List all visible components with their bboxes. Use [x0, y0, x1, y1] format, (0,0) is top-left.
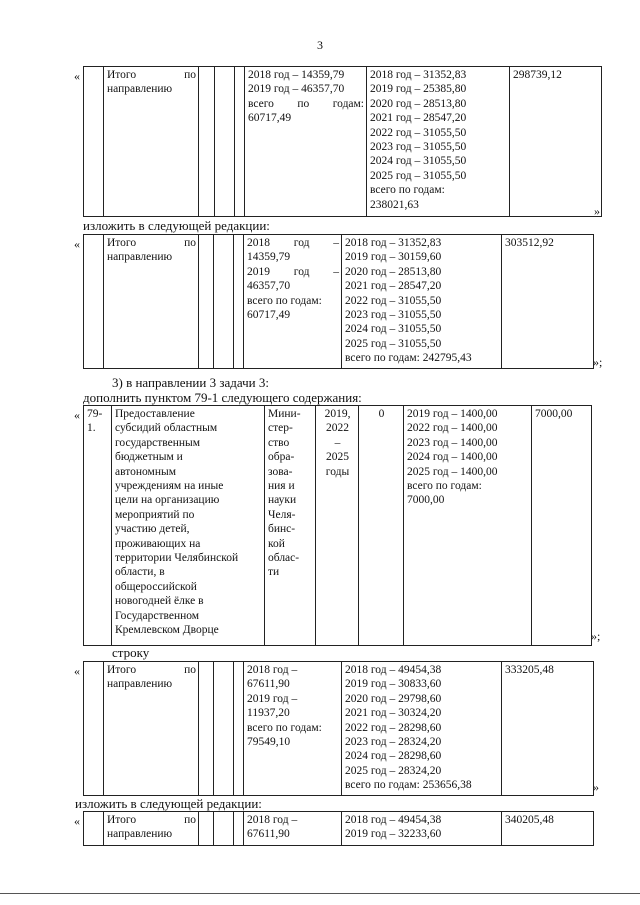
item-description: Предоставление субсидий областным государственным бюджетным и автономным учреждениям на иные цели на организацию мероприятий по участию детей, проживающих на территории Челябинской области, в общероссийской новогодней ёлке в Государственном Кремлевском Дворце [112, 406, 265, 646]
table-block-1 [83, 66, 602, 217]
quote-open: « [74, 408, 80, 422]
quote-open: « [74, 69, 80, 83]
page-number: 3 [317, 38, 323, 52]
funding-col-a: 2018 год – 67611,90 [244, 812, 342, 846]
table-block-4 [83, 661, 594, 796]
total-value: 298739,12 [510, 67, 602, 217]
direction-label: Итого по направлению [104, 67, 199, 217]
total-value: 7000,00 [532, 406, 592, 646]
direction-label: Итого по направлению [104, 235, 199, 369]
table-block-2 [83, 234, 594, 369]
item-executor: Мини- стер- ство обра- зова- ния и науки Челя- бинс- кой облас- ти [265, 406, 316, 646]
quote-open: « [74, 237, 80, 251]
page-bottom-rule [0, 893, 640, 894]
instruction-text: строку [112, 645, 150, 660]
table-block-3 [83, 405, 592, 646]
table-block-5 [83, 811, 594, 846]
quote-open: « [74, 664, 80, 678]
quote-open: « [74, 814, 80, 828]
funding-col-b: 2018 год – 31352,83 2019 год – 30159,60 2020 год – 28513,80 2021 год – 28547,20 2022 год – 31055,50 2023 год – 31055,50 2024 год – 31055,50 2025 год – 31055,50 всего по годам: 242795,43 [342, 235, 502, 369]
total-value: 303512,92 [502, 235, 594, 369]
funding-col-b: 2018 год – 49454,38 2019 год – 30833,60 2020 год – 29798,60 2021 год – 30324,20 2022 год – 28298,60 2023 год – 28324,20 2024 год – 28298,60 2025 год – 28324,20 всего по годам: 253656,38 [342, 662, 502, 796]
item-zero: 0 [359, 406, 404, 646]
cell-empty [84, 67, 104, 217]
funding-col-a: 2018 год – 14359,79 2019 год – 46357,70 всего по годам: 60717,49 [244, 235, 342, 369]
direction-label: Итого по направлению [104, 662, 199, 796]
funding-col-a: 2018 год – 14359,79 2019 год – 46357,70 всего по годам: 60717,49 [245, 67, 367, 217]
funding-col-b: 2018 год – 31352,83 2019 год – 25385,80 2020 год – 28513,80 2021 год – 28547,20 2022 год – 31055,50 2023 год – 31055,50 2024 год – 31055,50 2025 год – 31055,50 всего по годам: 238021,63 [367, 67, 510, 217]
total-value: 333205,48 [502, 662, 594, 796]
instruction-text: изложить в следующей редакции: [83, 218, 270, 233]
direction-label: Итого по направлению [104, 812, 199, 846]
funding-col-a: 2018 год – 67611,90 2019 год – 11937,20 всего по годам: 79549,10 [244, 662, 342, 796]
quote-close: » [593, 780, 599, 794]
quote-close: » [594, 204, 600, 218]
instruction-text: изложить в следующей редакции: [75, 796, 262, 811]
funding-col-b: 2018 год – 49454,38 2019 год – 32233,60 [342, 812, 502, 846]
quote-close: »; [591, 629, 601, 643]
item-number: 79-1. [84, 406, 112, 646]
funding-col-b: 2019 год – 1400,00 2022 год – 1400,00 2023 год – 1400,00 2024 год – 1400,00 2025 год – 1400,00 всего по годам: 7000,00 [404, 406, 532, 646]
instruction-text: дополнить пунктом 79-1 следующего содержания: [83, 390, 362, 405]
total-value: 340205,48 [502, 812, 594, 846]
instruction-text: 3) в направлении 3 задачи 3: [112, 375, 269, 390]
item-years: 2019, 2022 – 2025 годы [316, 406, 359, 646]
quote-close: »; [593, 355, 603, 369]
